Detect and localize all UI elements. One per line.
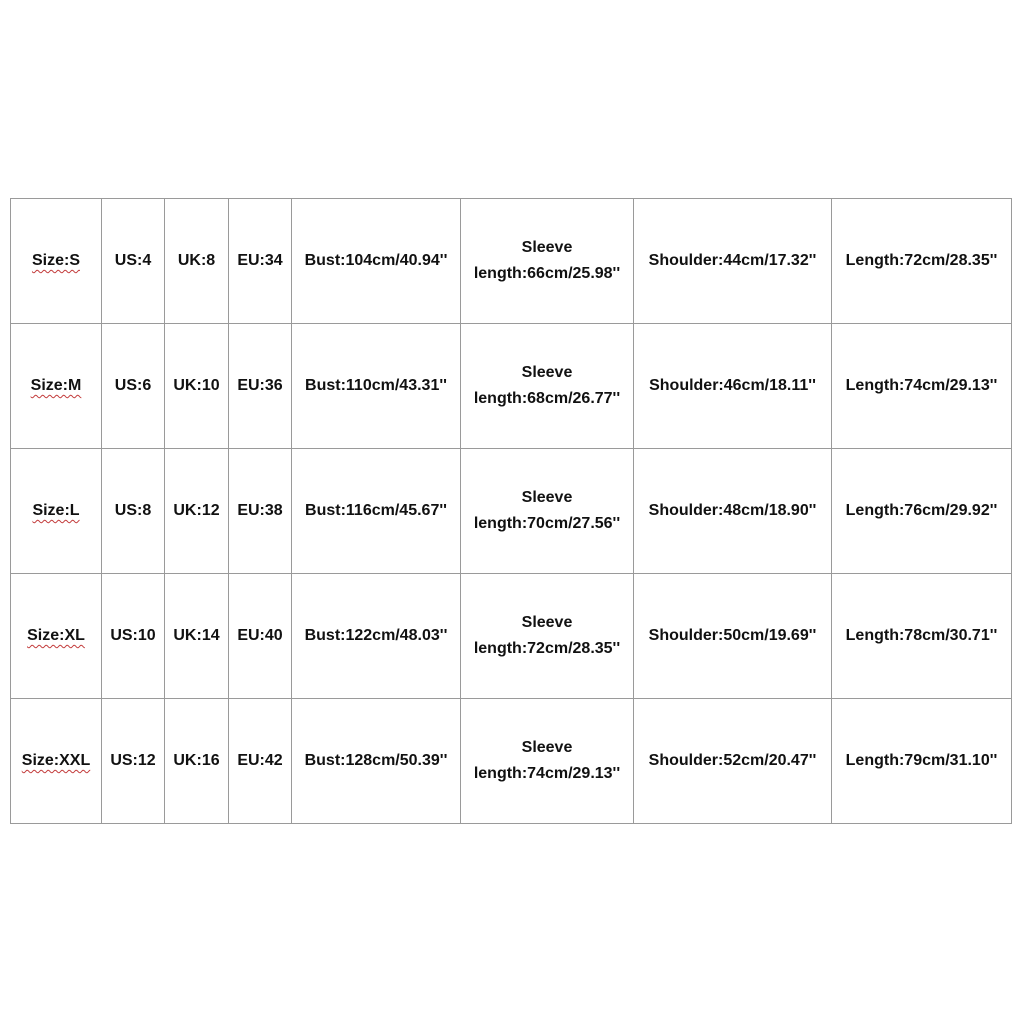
uk-size-cell: UK:8 xyxy=(165,199,229,324)
table-row xyxy=(11,324,1012,449)
eu-size-cell: EU:36 xyxy=(229,324,292,449)
eu-size-cell: EU:40 xyxy=(229,574,292,699)
uk-size-cell: UK:10 xyxy=(165,324,229,449)
sleeve-label: Sleeve xyxy=(521,239,573,256)
table-row xyxy=(11,699,1012,824)
uk-size-cell: UK:12 xyxy=(165,449,229,574)
sleeve-value: length:66cm/25.98'' xyxy=(473,265,621,282)
length-cell: Length:72cm/28.35'' xyxy=(832,199,1012,324)
sleeve-label: Sleeve xyxy=(521,364,573,381)
sleeve-value: length:74cm/29.13'' xyxy=(473,765,621,782)
table-row xyxy=(11,449,1012,574)
size-cell: Size:L xyxy=(11,449,102,574)
length-cell: Length:76cm/29.92'' xyxy=(832,449,1012,574)
sleeve-label: Sleeve xyxy=(521,614,573,631)
size-chart-table xyxy=(10,198,1012,824)
bust-cell: Bust:116cm/45.67'' xyxy=(292,449,461,574)
shoulder-cell: Shoulder:46cm/18.11'' xyxy=(634,324,832,449)
length-cell: Length:79cm/31.10'' xyxy=(832,699,1012,824)
sleeve-length-cell xyxy=(461,324,634,449)
us-size-cell: US:10 xyxy=(102,574,165,699)
eu-size-cell: EU:38 xyxy=(229,449,292,574)
size-cell: Size:XL xyxy=(11,574,102,699)
us-size-cell: US:6 xyxy=(102,324,165,449)
bust-cell: Bust:128cm/50.39'' xyxy=(292,699,461,824)
eu-size-cell: EU:34 xyxy=(229,199,292,324)
sleeve-label: Sleeve xyxy=(521,489,573,506)
uk-size-cell: UK:14 xyxy=(165,574,229,699)
length-cell: Length:78cm/30.71'' xyxy=(832,574,1012,699)
sleeve-label: Sleeve xyxy=(521,739,573,756)
us-size-cell: US:4 xyxy=(102,199,165,324)
sleeve-value: length:72cm/28.35'' xyxy=(473,640,621,657)
size-cell: Size:XXL xyxy=(11,699,102,824)
sleeve-length-cell xyxy=(461,449,634,574)
sleeve-length-cell xyxy=(461,199,634,324)
sleeve-length-cell xyxy=(461,574,634,699)
sleeve-length-cell xyxy=(461,699,634,824)
eu-size-cell: EU:42 xyxy=(229,699,292,824)
bust-cell: Bust:122cm/48.03'' xyxy=(292,574,461,699)
shoulder-cell: Shoulder:48cm/18.90'' xyxy=(634,449,832,574)
sleeve-value: length:70cm/27.56'' xyxy=(473,515,621,532)
sleeve-value: length:68cm/26.77'' xyxy=(473,390,621,407)
us-size-cell: US:12 xyxy=(102,699,165,824)
bust-cell: Bust:110cm/43.31'' xyxy=(292,324,461,449)
shoulder-cell: Shoulder:52cm/20.47'' xyxy=(634,699,832,824)
length-cell: Length:74cm/29.13'' xyxy=(832,324,1012,449)
size-cell: Size:S xyxy=(11,199,102,324)
us-size-cell: US:8 xyxy=(102,449,165,574)
uk-size-cell: UK:16 xyxy=(165,699,229,824)
size-cell: Size:M xyxy=(11,324,102,449)
table-row xyxy=(11,199,1012,324)
shoulder-cell: Shoulder:44cm/17.32'' xyxy=(634,199,832,324)
bust-cell: Bust:104cm/40.94'' xyxy=(292,199,461,324)
table-row xyxy=(11,574,1012,699)
shoulder-cell: Shoulder:50cm/19.69'' xyxy=(634,574,832,699)
